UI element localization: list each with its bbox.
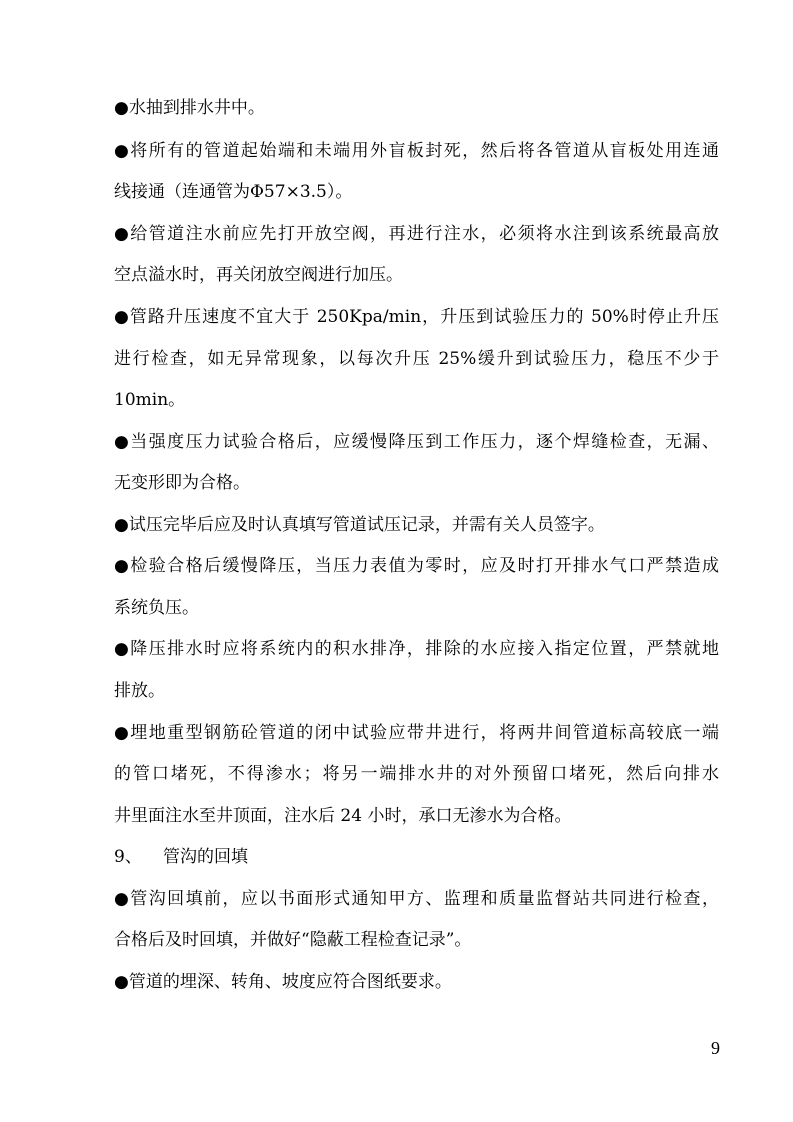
paragraph-line: ●给管道注水前应先打开放空阀，再进行注水，必须将水注到该系统最高放 xyxy=(114,224,719,244)
paragraph-line: ●水抽到排水井中。 xyxy=(114,98,265,118)
paragraph-line: 线接通（连通管为Φ57×3.5）。 xyxy=(114,182,353,202)
paragraph-line: ●管沟回填前，应以书面形式通知甲方、监理和质量监督站共同进行检查， xyxy=(114,889,719,909)
paragraph-line: ●管路升压速度不宜大于 250Kpa/min，升压到试验压力的 50%时停止升压 xyxy=(114,307,719,327)
page-number: 9 xyxy=(711,1038,720,1058)
paragraph-line: ●试压完毕后应及时认真填写管道试压记录，并需有关人员签字。 xyxy=(114,515,605,535)
paragraph-line: 井里面注水至井顶面，注水后 24 小时，承口无渗水为合格。 xyxy=(114,806,572,826)
section-title: 管沟的回填 xyxy=(163,847,248,867)
section-number: 9、 xyxy=(114,847,142,867)
paragraph-line: 排放。 xyxy=(114,681,165,701)
paragraph-line: ●降压排水时应将系统内的积水排净，排除的水应接入指定位置，严禁就地 xyxy=(114,639,719,659)
paragraph-line: 空点溢水时，再关闭放空阀进行加压。 xyxy=(114,265,403,285)
paragraph-line: 无变形即为合格。 xyxy=(114,473,250,493)
paragraph-line: ●检验合格后缓慢降压，当压力表值为零时，应及时打开排水气口严禁造成 xyxy=(114,556,719,576)
paragraph-line: 10min。 xyxy=(114,390,186,410)
paragraph-line: ●当强度压力试验合格后，应缓慢降压到工作压力，逐个焊缝检查，无漏、 xyxy=(114,432,719,452)
paragraph-line: 合格后及时回填，并做好“隐蔽工程检查记录”。 xyxy=(114,930,472,950)
paragraph-line: 进行检查，如无异常现象，以每次升压 25%缓升到试验压力，稳压不少于 xyxy=(114,349,719,369)
paragraph-line: 系统负压。 xyxy=(114,598,199,618)
paragraph-line: ●管道的埋深、转角、坡度应符合图纸要求。 xyxy=(114,972,452,992)
paragraph-line: ●将所有的管道起始端和未端用外盲板封死，然后将各管道从盲板处用连通 xyxy=(114,141,719,161)
paragraph-line: ●埋地重型钢筋砼管道的闭中试验应带井进行，将两井间管道标高较底一端 xyxy=(114,723,719,743)
paragraph-line: 的管口堵死，不得渗水；将另一端排水井的对外预留口堵死，然后向排水 xyxy=(114,764,719,784)
